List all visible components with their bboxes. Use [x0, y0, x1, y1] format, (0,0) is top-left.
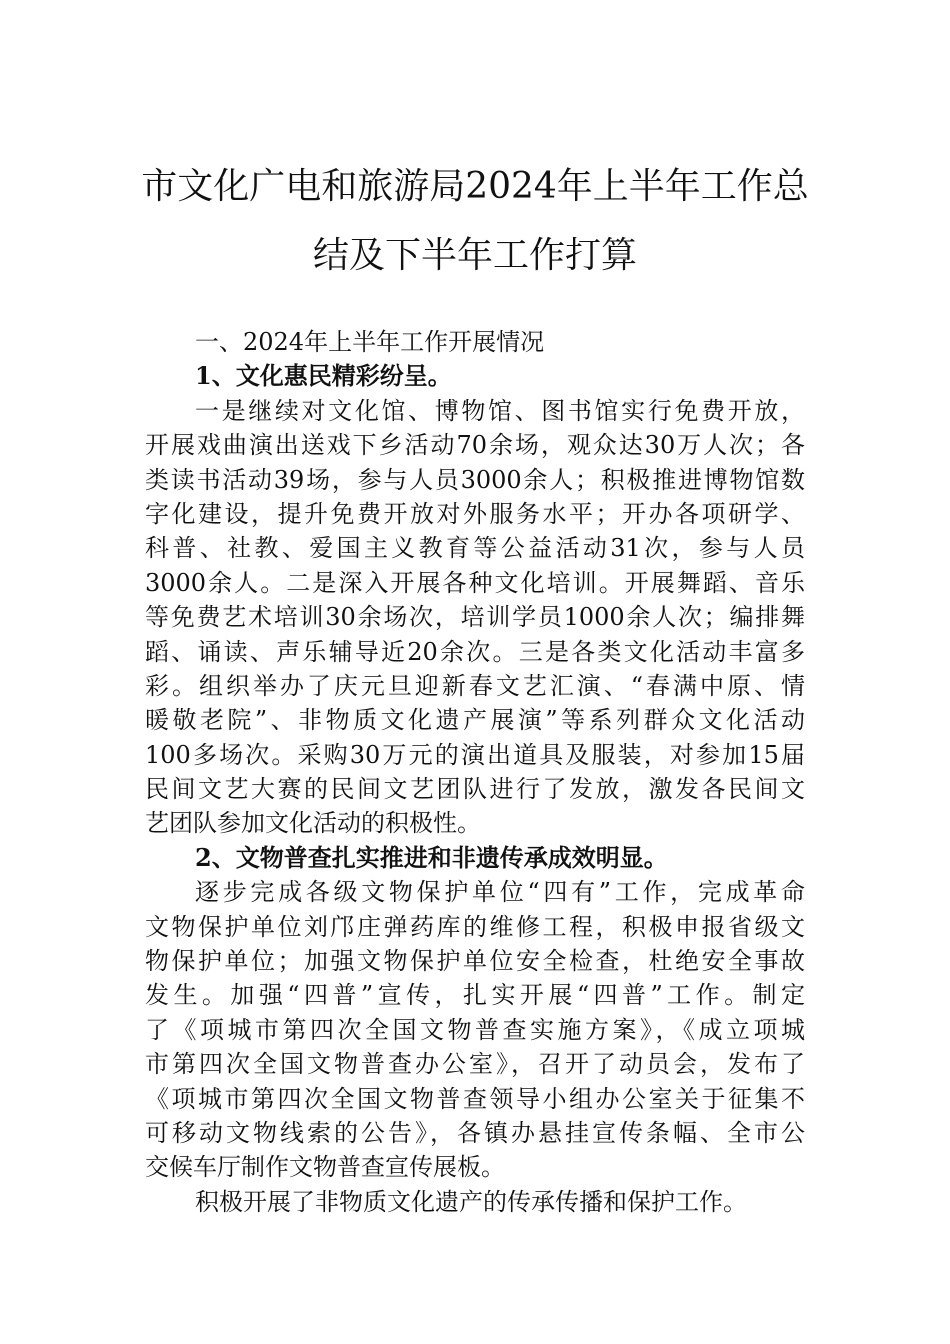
- paragraph-line: 民间文艺大赛的民间文艺团队进行了发放，激发各民间文: [145, 775, 805, 804]
- paragraph-line: 一是继续对文化馆、博物馆、图书馆实行免费开放，: [195, 396, 805, 425]
- document-title-line-2: 结及下半年工作打算: [312, 235, 637, 276]
- paragraph-line: 市第四次全国文物普查办公室》，召开了动员会，发布了: [145, 1050, 805, 1079]
- paragraph-line: 类读书活动39场，参与人员3000余人；积极推进博物馆数: [145, 465, 805, 494]
- paragraph-line: 暖敬老院”、非物质文化遗产展演”等系列群众文化活动: [145, 706, 805, 735]
- document-title-line-1: 市文化广电和旅游局2024年上半年工作总: [141, 166, 809, 207]
- paragraph-line: 科普、社教、爱国主义教育等公益活动31次，参与人员: [145, 534, 805, 563]
- paragraph-line: 发生。加强“四普”宣传，扎实开展“四普”工作。制定: [145, 981, 805, 1010]
- paragraph-line: 彩。组织举办了庆元旦迎新春文艺汇演、“春满中原、情: [145, 671, 805, 700]
- section-heading: 2、文物普查扎实推进和非遗传承成效明显。: [195, 842, 668, 872]
- paragraph-line: 可移动文物线索的公告》，各镇办悬挂宣传条幅、全市公: [145, 1118, 805, 1147]
- document-body: [145, 325, 825, 1219]
- paragraph-line: 物保护单位；加强文物保护单位安全检查，杜绝安全事故: [145, 947, 805, 976]
- paragraph-line: 逐步完成各级文物保护单位“四有”工作，完成革命: [195, 878, 805, 907]
- paragraph-line: 一、2024年上半年工作开展情况: [195, 328, 545, 356]
- section-heading: 1、文化惠民精彩纷呈。: [195, 361, 452, 391]
- paragraph-line: 积极开展了非物质文化遗产的传承传播和保护工作。: [195, 1187, 747, 1216]
- paragraph-line: 了《项城市第四次全国文物普查实施方案》，《成立项城: [145, 1015, 805, 1044]
- paragraph-line: 字化建设，提升免费开放对外服务水平；开办各项研学、: [145, 499, 805, 528]
- paragraph-line: 《项城市第四次全国文物普查领导小组办公室关于征集不: [145, 1084, 805, 1113]
- paragraph-line: 100多场次。采购30万元的演出道具及服装，对参加15届: [145, 740, 805, 769]
- paragraph-line: 交候车厅制作文物普查宣传展板。: [145, 1153, 505, 1182]
- paragraph-line: 3000余人。二是深入开展各种文化培训。开展舞蹈、音乐: [145, 568, 805, 597]
- paragraph-line: 等免费艺术培训30余场次，培训学员1000余人次；编排舞: [145, 603, 805, 632]
- paragraph-line: 文物保护单位刘邝庄弹药库的维修工程，积极申报省级文: [145, 912, 805, 941]
- paragraph-line: 蹈、诵读、声乐辅导近20余次。三是各类文化活动丰富多: [145, 637, 805, 666]
- paragraph-line: 开展戏曲演出送戏下乡活动70余场，观众达30万人次；各: [145, 431, 805, 460]
- paragraph-line: 艺团队参加文化活动的积极性。: [145, 809, 481, 838]
